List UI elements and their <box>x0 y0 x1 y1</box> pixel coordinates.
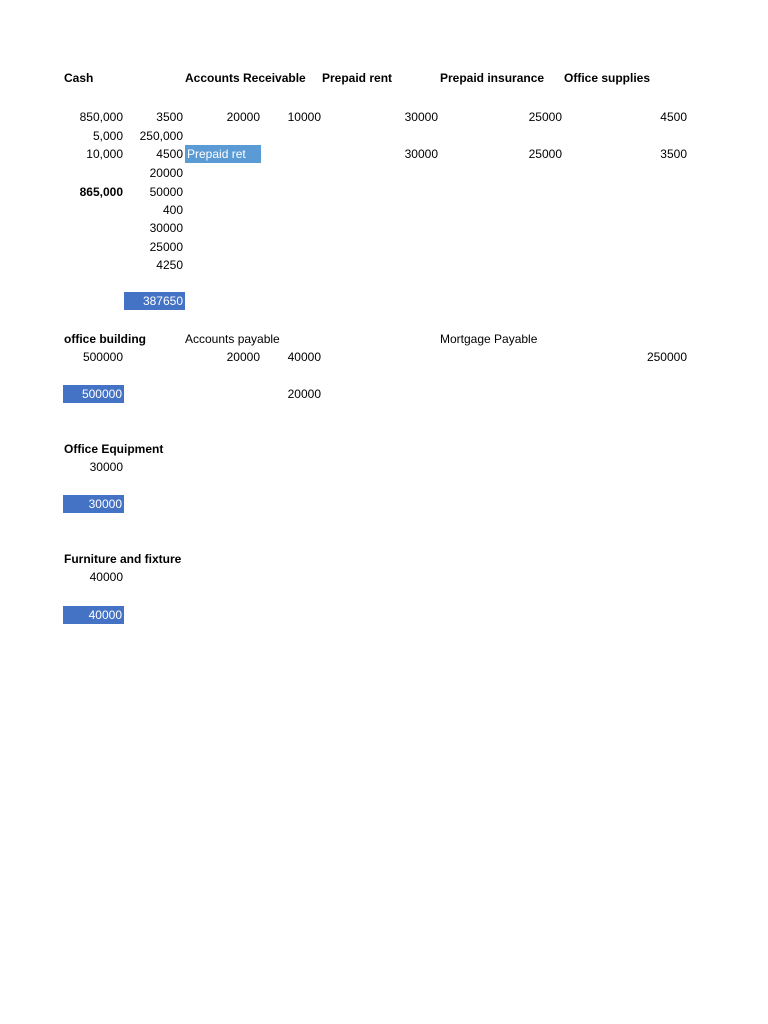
header-accounts-payable: Accounts payable <box>185 332 280 346</box>
selected-cell[interactable]: Prepaid ret <box>185 145 261 163</box>
prepaid-rent-cell[interactable]: 30000 <box>404 110 438 124</box>
office-building-cell[interactable]: 500000 <box>82 350 123 364</box>
cash-debit-cell[interactable]: 10,000 <box>86 147 123 161</box>
cash-balance-cell[interactable]: 387650 <box>124 292 185 310</box>
ap-debit-cell[interactable]: 20000 <box>226 350 260 364</box>
prepaid-insurance-cell[interactable]: 25000 <box>528 147 562 161</box>
ap-credit-cell[interactable]: 40000 <box>287 350 321 364</box>
office-supplies-cell[interactable]: 4500 <box>660 110 687 124</box>
cash-credit-cell[interactable]: 400 <box>162 203 183 217</box>
cash-credit-cell[interactable]: 250,000 <box>139 129 183 143</box>
header-prepaid-insurance: Prepaid insurance <box>440 71 545 85</box>
header-office-equipment: Office Equipment <box>64 442 164 456</box>
office-building-balance[interactable]: 500000 <box>63 385 124 403</box>
cash-debit-total[interactable]: 865,000 <box>79 185 123 199</box>
office-equipment-balance[interactable]: 30000 <box>63 495 124 513</box>
cash-debit-cell[interactable]: 5,000 <box>92 129 123 143</box>
ap-balance-cell[interactable]: 20000 <box>287 387 321 401</box>
furniture-fixture-cell[interactable]: 40000 <box>89 570 123 584</box>
cash-credit-cell[interactable]: 30000 <box>149 221 183 235</box>
header-accounts-receivable: Accounts Receivable <box>185 71 306 85</box>
ar-debit-cell[interactable]: 20000 <box>226 110 260 124</box>
cash-credit-cell[interactable]: 50000 <box>149 185 183 199</box>
cash-credit-cell[interactable]: 4500 <box>156 147 183 161</box>
cash-credit-cell[interactable]: 3500 <box>156 110 183 124</box>
header-cash: Cash <box>64 71 94 85</box>
office-supplies-cell[interactable]: 3500 <box>660 147 687 161</box>
cash-debit-cell[interactable]: 850,000 <box>79 110 123 124</box>
header-office-building: office building <box>64 332 146 346</box>
prepaid-insurance-cell[interactable]: 25000 <box>528 110 562 124</box>
header-mortgage-payable: Mortgage Payable <box>440 332 538 346</box>
header-furniture-fixture: Furniture and fixture <box>64 552 182 566</box>
header-prepaid-rent: Prepaid rent <box>322 71 393 85</box>
cash-credit-cell[interactable]: 4250 <box>156 258 183 272</box>
furniture-fixture-balance[interactable]: 40000 <box>63 606 124 624</box>
office-equipment-cell[interactable]: 30000 <box>89 460 123 474</box>
header-office-supplies: Office supplies <box>564 71 651 85</box>
ar-credit-cell[interactable]: 10000 <box>287 110 321 124</box>
prepaid-rent-cell[interactable]: 30000 <box>404 147 438 161</box>
cash-credit-cell[interactable]: 20000 <box>149 166 183 180</box>
mortgage-payable-cell[interactable]: 250000 <box>646 350 687 364</box>
cash-credit-cell[interactable]: 25000 <box>149 240 183 254</box>
